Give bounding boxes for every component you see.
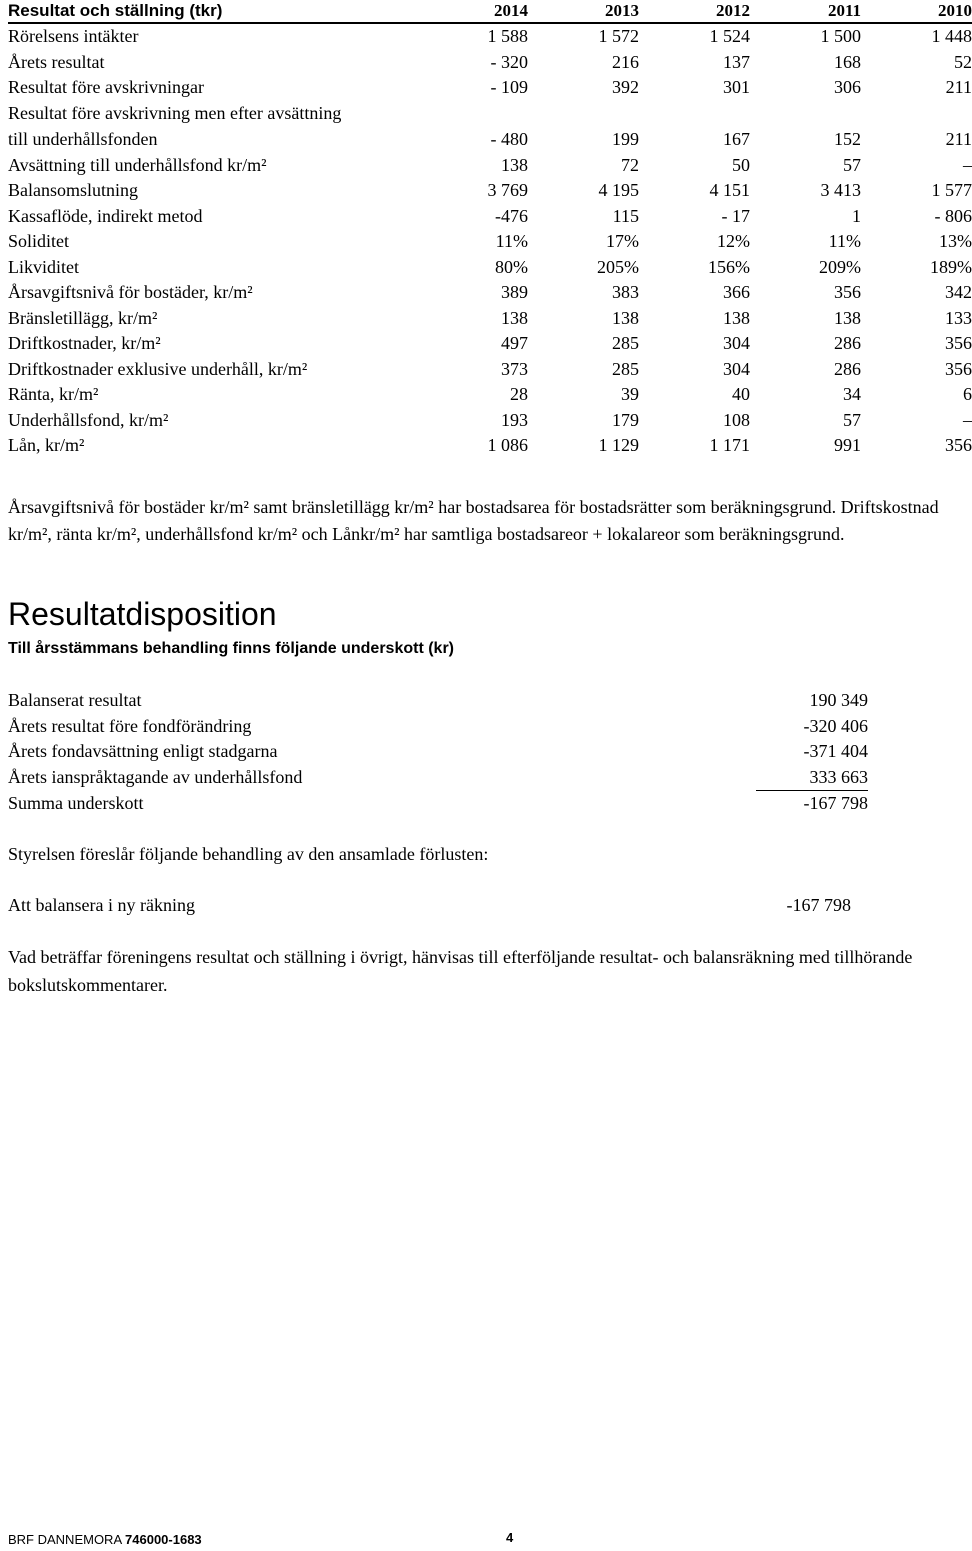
row-value: 34 [843, 384, 861, 404]
row-value: 168 [834, 51, 861, 72]
row-label: Avsättning till underhållsfond kr/m² [8, 154, 267, 175]
table-row [8, 50, 972, 76]
row-value: 373 [501, 358, 528, 379]
row-value: - 320 [490, 51, 528, 72]
proposal-value: -167 798 [786, 895, 851, 915]
row-value: 6 [963, 384, 972, 404]
table-row [8, 229, 972, 255]
proposal-text: Styrelsen föreslår följande behandling av den ansamlade förlusten: [8, 844, 489, 864]
row-label: Årets resultat [8, 51, 105, 72]
disposition-value: 333 663 [756, 765, 868, 791]
row-label: till underhållsfonden [8, 129, 158, 149]
table-row [8, 126, 972, 153]
row-value [528, 101, 639, 127]
disposition-value: -371 404 [803, 741, 868, 761]
row-value: 11% [495, 231, 528, 251]
row-value: 13% [939, 231, 972, 251]
table-row [8, 255, 972, 281]
row-value: 991 [834, 435, 861, 455]
row-value: 137 [723, 51, 750, 72]
table-row [8, 178, 972, 204]
row-value [418, 101, 528, 127]
row-value: -476 [495, 205, 528, 226]
row-value [861, 101, 972, 127]
row-value: 286 [834, 333, 861, 353]
row-value: 1 588 [487, 26, 528, 46]
row-value: 138 [501, 154, 528, 175]
row-value: 1 448 [931, 26, 972, 46]
disposition-subheading: Till årsstämmans behandling finns följande underskott (kr) [8, 640, 454, 657]
row-value: – [963, 409, 972, 430]
row-value: 52 [954, 51, 972, 72]
row-value: 57 [843, 154, 861, 175]
row-value: 392 [612, 77, 639, 97]
disposition-total-row [8, 791, 868, 817]
disposition-value: -167 798 [803, 793, 868, 813]
row-value: 383 [612, 282, 639, 302]
row-value: 205% [597, 256, 639, 277]
row-value: 199 [612, 129, 639, 149]
row-label: Ränta, kr/m² [8, 384, 99, 404]
row-value: 115 [612, 205, 639, 226]
disposition-row [8, 688, 868, 714]
row-value: 80% [495, 256, 528, 277]
row-value: 138 [834, 307, 861, 328]
disposition-row [8, 739, 868, 765]
row-label: Rörelsens intäkter [8, 26, 139, 46]
disposition-value: 190 349 [809, 690, 868, 710]
disposition-label: Årets resultat före fondförändring [8, 715, 252, 736]
row-value: 138 [723, 307, 750, 328]
row-value: 1 129 [598, 435, 639, 455]
row-value: 285 [612, 358, 639, 379]
row-value: 152 [834, 129, 861, 149]
table-header-row [8, 0, 972, 23]
row-label: Resultat före avskrivningar [8, 77, 204, 97]
org-number: 746000-1683 [125, 1532, 202, 1547]
year-header: 2012 [639, 0, 750, 23]
table-row [8, 331, 972, 357]
year-header: 2014 [418, 0, 528, 23]
row-value: 286 [834, 358, 861, 379]
table-row [8, 153, 972, 179]
proposal-label: Att balansera i ny räkning [8, 895, 195, 915]
year-header: 2010 [861, 0, 972, 23]
row-value: 4 151 [709, 180, 750, 200]
row-value: 3 413 [820, 180, 861, 200]
row-value: 304 [723, 358, 750, 379]
row-value: 209% [819, 256, 861, 277]
table-row [8, 75, 972, 101]
row-value: 4 195 [598, 180, 639, 200]
row-value: 1 572 [598, 26, 639, 46]
row-value: 497 [501, 333, 528, 353]
closing-paragraph: Vad beträffar föreningens resultat och ställning i övrigt, hänvisas till efterföljande resultat- och balansräkning med tillhörande bokslutskommentarer. [8, 947, 913, 995]
disposition-table [8, 688, 868, 817]
row-value: - 17 [721, 205, 750, 226]
table-row [8, 357, 972, 383]
row-value: 40 [732, 384, 750, 404]
row-value: 1 [852, 205, 861, 226]
row-label: Driftkostnader exklusive underhåll, kr/m² [8, 358, 308, 379]
row-value: 11% [828, 231, 861, 251]
row-label: Balansomslutning [8, 180, 138, 200]
year-header: 2013 [528, 0, 639, 23]
table-row [8, 408, 972, 434]
row-value: 304 [723, 333, 750, 353]
financial-summary-table [8, 0, 972, 459]
row-label: Årsavgiftsnivå för bostäder, kr/m² [8, 282, 253, 302]
row-value: 189% [930, 256, 972, 277]
row-label: Underhållsfond, kr/m² [8, 409, 169, 430]
disposition-label: Summa underskott [8, 792, 144, 813]
row-label: Soliditet [8, 231, 70, 251]
row-value: 301 [723, 77, 750, 97]
disposition-label: Balanserat resultat [8, 690, 142, 710]
table-row [8, 306, 972, 332]
disposition-row [8, 765, 868, 791]
row-value: 366 [723, 282, 750, 302]
row-value: 1 500 [820, 26, 861, 46]
table-row [8, 101, 972, 127]
row-value: 356 [945, 435, 972, 455]
row-value: 342 [945, 282, 972, 302]
row-label: Driftkostnader, kr/m² [8, 333, 161, 353]
disposition-heading: Resultatdisposition [8, 596, 277, 632]
table-title: Resultat och ställning (tkr) [8, 0, 418, 23]
row-value: 138 [612, 307, 639, 328]
disposition-value: -320 406 [803, 715, 868, 736]
row-value: 356 [945, 333, 972, 353]
table-row [8, 204, 972, 230]
row-value: 389 [501, 282, 528, 302]
row-value: 39 [621, 384, 639, 404]
row-label: Resultat före avskrivning men efter avsättning [8, 102, 342, 123]
org-name: BRF DANNEMORA [8, 1532, 122, 1547]
row-value: - 480 [490, 129, 528, 149]
row-value: - 109 [490, 77, 528, 97]
row-value: – [963, 154, 972, 175]
row-value: - 806 [934, 205, 972, 226]
row-value: 57 [843, 409, 861, 430]
row-value: 1 524 [709, 26, 750, 46]
row-value: 356 [945, 358, 972, 379]
calculation-basis-note: Årsavgiftsnivå för bostäder kr/m² samt bränsletillägg kr/m² har bostadsarea för bostadsrätter som beräkningsgrund. Driftskostnad kr/m², ränta kr/m², underhållsfond kr/m² och Lånkr/m² har samtliga bostadsareor + lokalareor som beräkningsgrund. [8, 497, 939, 544]
proposal-row [8, 892, 851, 919]
table-row [8, 280, 972, 306]
row-value: 50 [732, 154, 750, 175]
row-value: 138 [501, 307, 528, 328]
row-value: 216 [612, 51, 639, 72]
row-value: 1 171 [709, 435, 750, 455]
row-value: 211 [945, 129, 972, 149]
row-value: 1 086 [487, 435, 528, 455]
table-row [8, 433, 972, 459]
row-label: Lån, kr/m² [8, 435, 85, 455]
row-value: 193 [501, 409, 528, 430]
row-value: 3 769 [487, 180, 528, 200]
year-header: 2011 [750, 0, 861, 23]
row-label: Kassaflöde, indirekt metod [8, 205, 203, 226]
row-value: 108 [723, 409, 750, 430]
row-value: 306 [834, 77, 861, 97]
row-value: 285 [612, 333, 639, 353]
row-label: Likviditet [8, 256, 79, 277]
row-value: 156% [708, 256, 750, 277]
row-value: 1 577 [931, 180, 972, 200]
row-value: 12% [717, 231, 750, 251]
row-value: 211 [945, 77, 972, 97]
row-value: 179 [612, 409, 639, 430]
table-row [8, 23, 972, 50]
disposition-label: Årets fondavsättning enligt stadgarna [8, 741, 278, 761]
page-number: 4 [506, 1530, 514, 1545]
row-value: 167 [723, 129, 750, 149]
table-row [8, 382, 972, 408]
row-value: 356 [834, 282, 861, 302]
disposition-label: Årets ianspråktagande av underhållsfond [8, 766, 303, 787]
row-value: 17% [606, 231, 639, 251]
row-value: 28 [510, 384, 528, 404]
footer-organization [8, 1532, 202, 1548]
disposition-row [8, 714, 868, 740]
row-value [639, 101, 750, 127]
row-value: 72 [621, 154, 639, 175]
row-value: 133 [945, 307, 972, 328]
row-value [750, 101, 861, 127]
row-label: Bränsletillägg, kr/m² [8, 307, 158, 328]
